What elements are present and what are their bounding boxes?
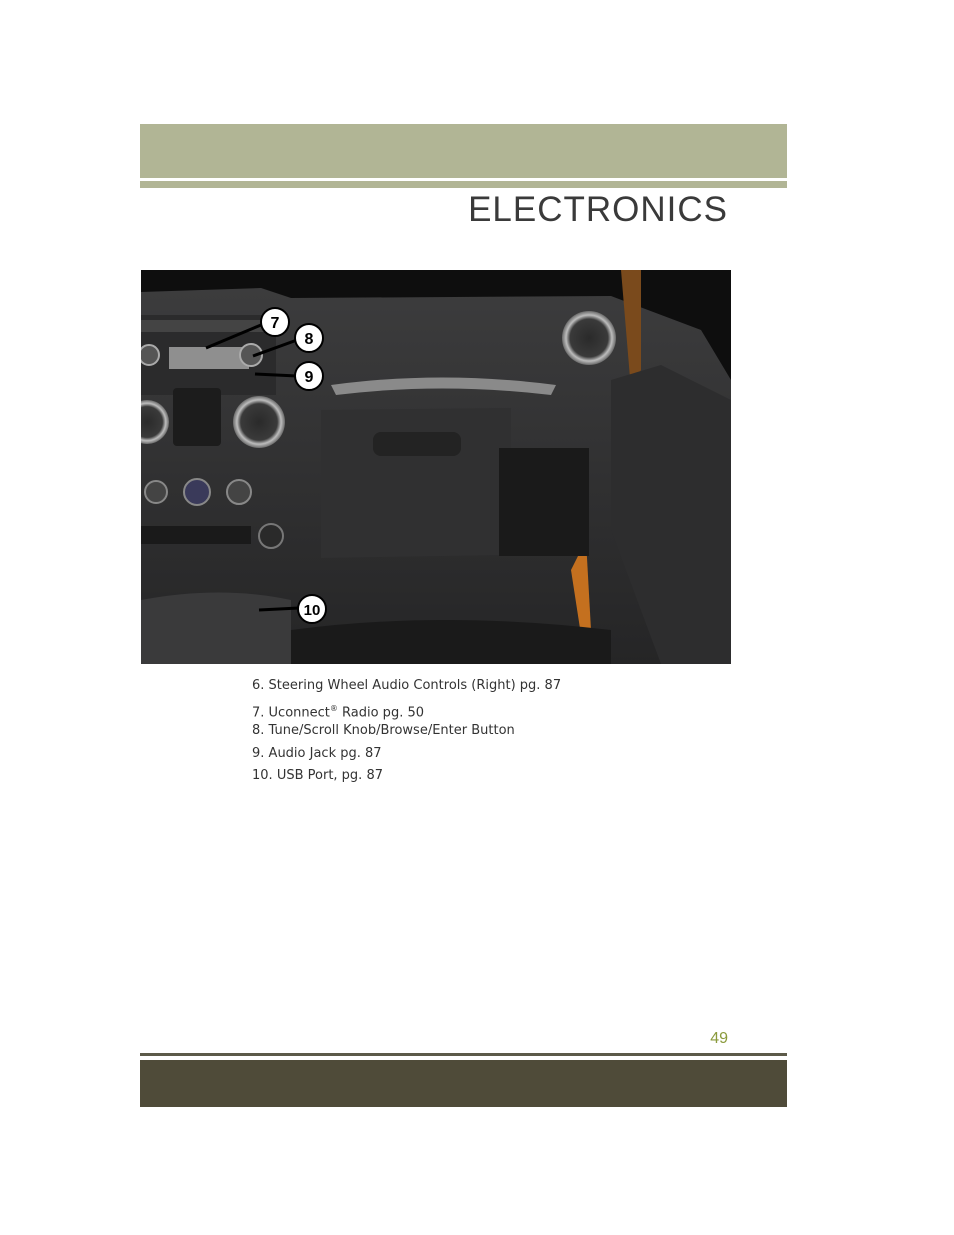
svg-text:9: 9 xyxy=(304,369,314,386)
caption-list xyxy=(252,676,561,789)
section-title: ELECTRONICS xyxy=(468,190,728,229)
footer-band xyxy=(140,1060,787,1107)
caption-item: 7. Uconnect® Radio pg. 50 xyxy=(252,703,424,720)
svg-text:8: 8 xyxy=(304,331,314,348)
caption-item: 8. Tune/Scroll Knob/Browse/Enter Button xyxy=(252,723,515,738)
caption-item: 9. Audio Jack pg. 87 xyxy=(252,745,382,761)
dashboard-photo xyxy=(141,270,731,664)
header-stripe xyxy=(140,181,787,188)
caption-item: 6. Steering Wheel Audio Controls (Right) pg. 87 xyxy=(252,678,562,693)
svg-text:10: 10 xyxy=(303,602,321,619)
svg-text:7: 7 xyxy=(270,315,280,332)
page-number: 49 xyxy=(710,1030,728,1047)
header-band xyxy=(140,124,787,178)
caption-item: 10. USB Port, pg. 87 xyxy=(252,768,383,783)
footer-rule xyxy=(140,1053,787,1056)
